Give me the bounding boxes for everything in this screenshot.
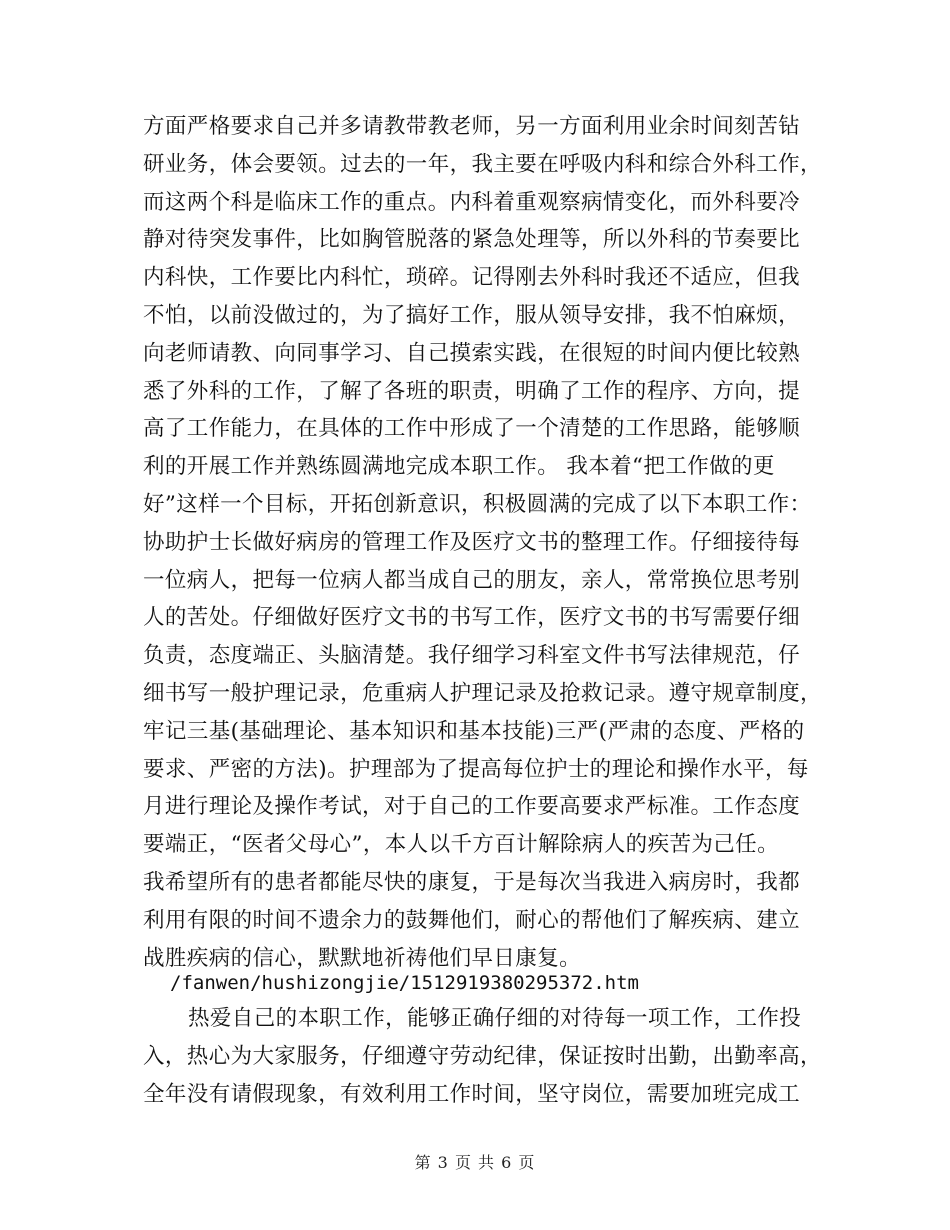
text-line: 方面严格要求自己并多请教带教老师，另一方面利用业余时间刻苦钻	[143, 114, 801, 139]
text-line: 战胜疾病的信心，默默地祈祷他们早日康复。	[143, 945, 582, 971]
text-line: 不怕，以前没做过的，为了搞好工作，服从领导安排，我不怕麻烦，	[143, 303, 801, 328]
text-line: 细书写一般护理记录，危重病人护理记录及抢救记录。遵守规章制度，	[143, 681, 822, 706]
text-line: 月进行理论及操作考试，对于自己的工作要高要求严标准。工作态度	[143, 794, 801, 820]
text-line: 研业务，体会要领。过去的一年，我主要在呼吸内科和综合外科工作，	[143, 151, 822, 177]
text-line: 高了工作能力，在具体的工作中形成了一个清楚的工作思路，能够顺	[143, 416, 801, 442]
text-line: 悉了外科的工作，了解了各班的职责，明确了工作的程序、方向，提	[143, 378, 801, 404]
text-line: 内科快，工作要比内科忙，琐碎。记得刚去外科时我还不适应，但我	[143, 265, 801, 291]
text-line: 协助护士长做好病房的管理工作及医疗文书的整理工作。仔细接待每	[143, 529, 801, 555]
text-line: 人的苦处。仔细做好医疗文书的书写工作，医疗文书的书写需要仔细	[143, 605, 801, 631]
text-line: 利的开展工作并熟练圆满地完成本职工作。 我本着“把工作做的更	[143, 454, 775, 480]
text-line: 而这两个科是临床工作的重点。内科着重观察病情变化，而外科要冷	[143, 189, 801, 215]
text-line: 静对待突发事件，比如胸管脱落的紧急处理等，所以外科的节奏要比	[143, 227, 801, 253]
text-line: 入，热心为大家服务，仔细遵守劳动纪律，保证按时出勤，出勤率高，	[143, 1043, 822, 1069]
text-line: 向老师请教、向同事学习、自己摸索实践，在很短的时间内便比较熟	[143, 340, 801, 366]
text-line: 我希望所有的患者都能尽快的康复，于是每次当我进入病房时，我都	[143, 870, 801, 895]
text-line: 利用有限的时间不遗余力的鼓舞他们，耐心的帮他们了解疾病、建立	[143, 907, 801, 933]
text-line: 要求、严密的方法)。护理部为了提高每位护士的理论和操作水平，每	[143, 756, 809, 782]
text-line: 负责，态度端正、头脑清楚。我仔细学习科室文件书写法律规范，仔	[143, 643, 801, 669]
url-line: /fanwen/hushizongjie/1512919380295372.htm	[170, 972, 639, 994]
text-line: 全年没有请假现象，有效利用工作时间，坚守岗位，需要加班完成工	[143, 1081, 801, 1107]
text-line: 好”这样一个目标，开拓创新意识，积极圆满的完成了以下本职工作：	[143, 492, 812, 517]
page-footer: 第 3 页 共 6 页	[414, 1153, 536, 1172]
text-line: 热爱自己的本职工作，能够正确仔细的对待每一项工作，工作投	[188, 1006, 802, 1031]
text-line: 牢记三基(基础理论、基本知识和基本技能)三严(严肃的态度、严格的	[143, 718, 805, 744]
text-line: 要端正，“医者父母心”，本人以千方百计解除病人的疾苦为己任。	[143, 832, 779, 858]
text-line: 一位病人，把每一位病人都当成自己的朋友，亲人，常常换位思考别	[143, 567, 801, 593]
